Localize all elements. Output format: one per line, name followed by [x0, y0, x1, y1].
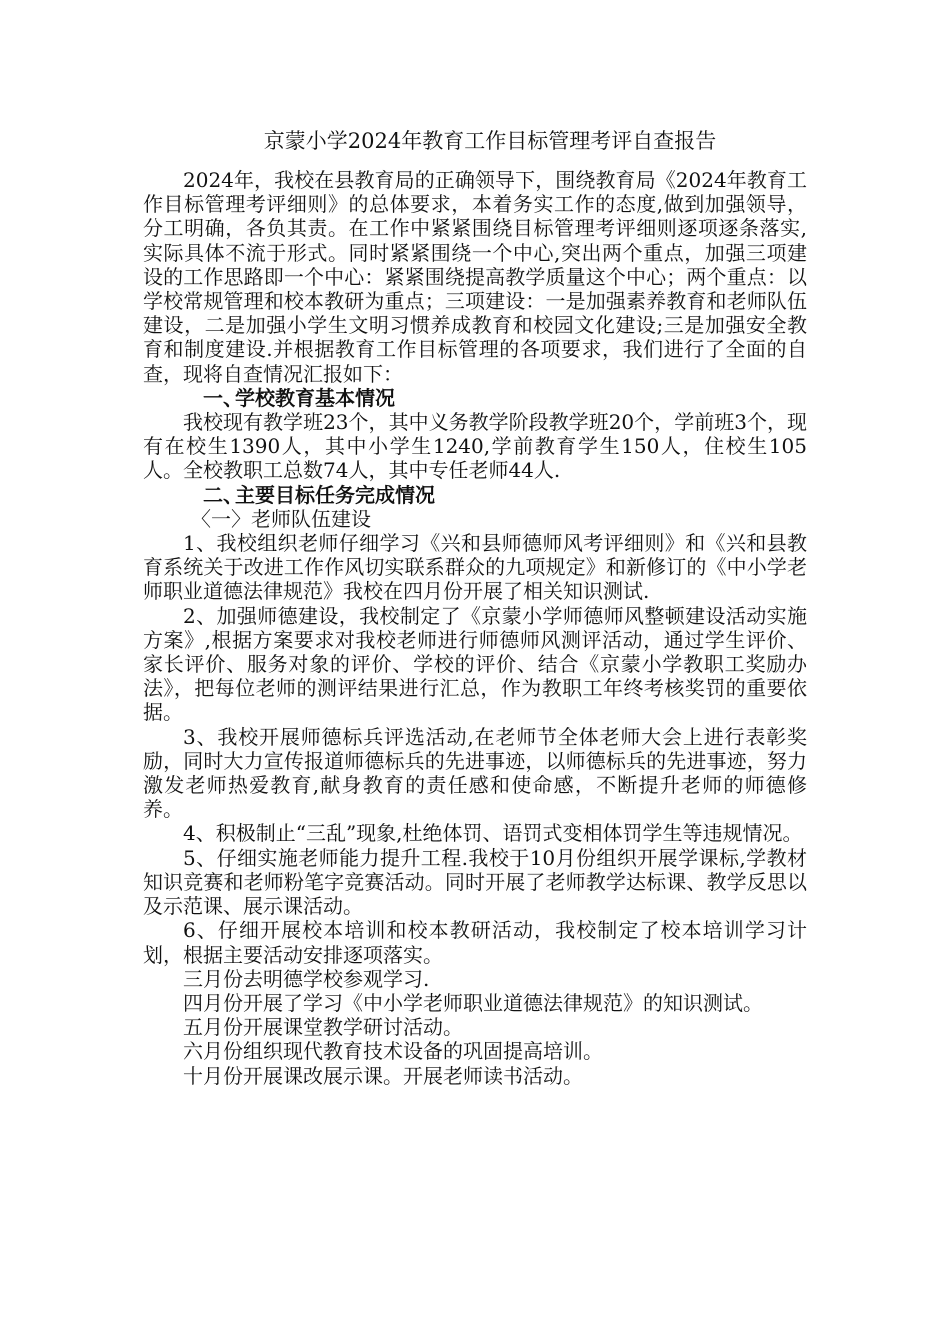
item-paragraph: 三月份去明德学校参观学习. — [183, 966, 430, 991]
section-1-body: 我校现有教学班23个，其中义务教学阶段教学班20个，学前班3个，现有在校生1390人，其中小学生1240,学前教育学生150人，住校生105人。全校教职工总数74人，其中专任老师44人. — [143, 410, 807, 483]
item-paragraph: 四月份开展了学习《中小学老师职业道德法律规范》的知识测试。 — [183, 990, 763, 1015]
document-title: 京蒙小学2024年教育工作目标管理考评自查报告 — [263, 129, 717, 153]
document-page — [143, 128, 807, 1088]
section-2-heading — [143, 483, 807, 507]
section-2-title: 主要目标任务完成情况 — [235, 482, 435, 507]
section-2-number: 二、 — [203, 482, 243, 507]
item-paragraph: 五月份开展课堂教学研讨活动。 — [183, 1015, 463, 1040]
item-paragraph: 5、仔细实施老师能力提升工程.我校于10月份组织开展学课标,学教材知识竞赛和老师粉笔字竞赛活动。同时开展了老师教学达标课、教学反思以及示范课、展示课活动。 — [143, 845, 807, 919]
item-paragraph: 2、加强师德建设，我校制定了《京蒙小学师德师风整顿建设活动实施方案》,根据方案要求对我校老师进行师德师风测评活动，通过学生评价、家长评价、服务对象的评价、学校的评价、结合《京蒙小学教职工奖励办法》，把每位老师的测评结果进行汇总，作为教职工年终考核奖罚的重要依据。 — [143, 603, 807, 725]
section-1-title: 学校教育基本情况 — [235, 385, 395, 410]
item-paragraph: 3、我校开展师德标兵评选活动,在老师节全体老师大会上进行表彰奖励，同时大力宣传报道师德标兵的先进事迹，以师德标兵的先进事迹，努力激发老师热爱教育,献身教育的责任感和使命感，不断提升老师的师德修养。 — [143, 724, 807, 822]
item-paragraph: 十月份开展课改展示课。开展老师读书活动。 — [183, 1063, 583, 1088]
subsection-1-heading: 〈一〉老师队伍建设 — [191, 506, 371, 531]
item-paragraph: 4、积极制止“三乱”现象,杜绝体罚、语罚式变相体罚学生等违规情况。 — [183, 821, 803, 846]
item-paragraph: 1、我校组织老师仔细学习《兴和县师德师风考评细则》和《兴和县教育系统关于改进工作作风切实联系群众的九项规定》和新修订的《中小学老师职业道德法律规范》我校在四月份开展了相关知识测试. — [143, 531, 807, 604]
item-paragraph: 六月份组织现代教育技术设备的巩固提高培训。 — [183, 1039, 603, 1064]
section-1-number: 一、 — [203, 385, 243, 410]
intro-paragraph: 2024年，我校在县教育局的正确领导下，围绕教育局《2024年教育工作目标管理考评细则》的总体要求，本着务实工作的态度,做到加强领导，分工明确，各负其责。在工作中紧紧围绕目标管理考评细则逐项逐条落实,实际具体不流于形式。同时紧紧围绕一个中心,突出两个重点，加强三项建设的工作思路即一个中心：紧紧围绕提高教学质量这个中心；两个重点：以学校常规管理和校本教研为重点；三项建设：一是加强素养教育和老师队伍建设，二是加强小学生文明习惯养成教育和校园文化建设;三是加强安全教育和制度建设.并根据教育工作目标管理的各项要求，我们进行了全面的自查，现将自查情况汇报如下： — [143, 168, 807, 386]
item-paragraph: 6、仔细开展校本培训和校本教研活动，我校制定了校本培训学习计划，根据主要活动安排逐项落实。 — [143, 918, 807, 967]
section-1-heading — [143, 386, 807, 410]
